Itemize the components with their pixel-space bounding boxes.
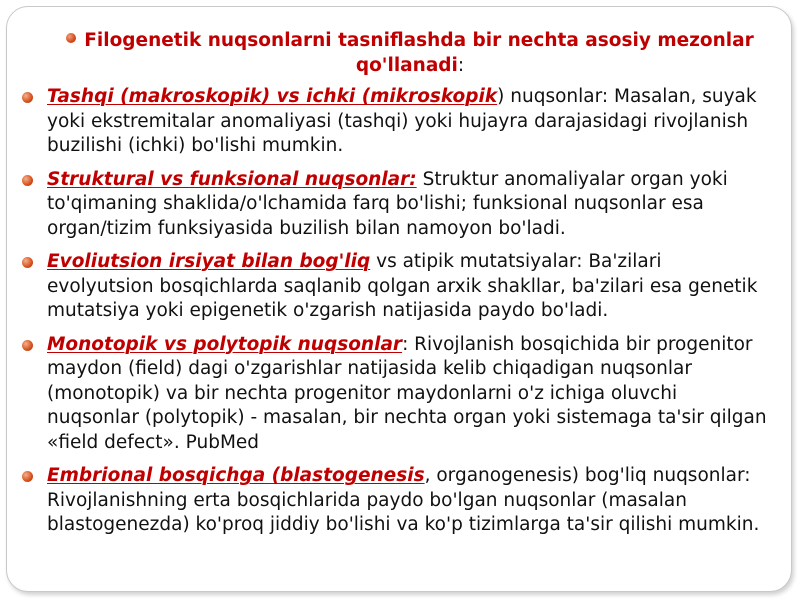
item-text: vs atipik mutatsiyalar: Ba'zilari evolyutsion bosqichlarda saqlanib qolgan arxik shakllar, ba'zilari esa genetik mutatsiya yoki epigenetik o'zgarish natijasida paydo bo'ladi. xyxy=(47,251,758,321)
heading-colon: : xyxy=(457,55,465,76)
item-term: Monotopik vs polytopik nuqsonlar xyxy=(47,333,403,355)
list-item xyxy=(22,168,772,242)
list-item xyxy=(22,85,772,159)
slide-heading xyxy=(60,28,760,78)
item-text: : Rivojlanish bosqichida bir progenitor maydon (field) dagi o'zgarishlar natijasida kelib chiqadigan nuqsonlar (monotopik) va bir nechta progenitor maydonlarni o'z ichiga oluvchi nuqsonlar (polytopik) - masalan, bir nechta organ yoki sistemaga ta'sir qilgan «field defect». PubMed xyxy=(47,333,767,453)
heading-text: Filogenetik nuqsonlarni tasniflashda bir nechta asosiy mezonlar qo'llanadi xyxy=(84,30,754,76)
item-term: Tashqi (makroskopik) vs ichki (mikroskopik xyxy=(47,86,498,107)
item-term: Struktural vs funksional nuqsonlar: xyxy=(47,168,417,190)
heading-bullet-icon xyxy=(66,33,76,43)
criteria-list xyxy=(22,85,772,547)
item-term: Evoliutsion irsiyat bilan bog'liq xyxy=(47,251,371,272)
bullet-icon xyxy=(22,340,33,351)
bullet-icon xyxy=(22,257,33,268)
list-item xyxy=(22,250,772,324)
bullet-icon xyxy=(22,92,33,103)
item-text: ) nuqsonlar: Masalan, suyak yoki ekstremitalar anomaliyasi (tashqi) yoki hujayra darajasidagi rivojlanish buzilishi (ichki) bo'lishi mumkin. xyxy=(47,86,757,156)
list-item xyxy=(22,464,772,538)
bullet-icon xyxy=(22,175,33,186)
item-text: Struktur anomaliyalar organ yoki to'qimaning shaklida/o'lchamida farq bo'lishi; funksional nuqsonlar esa organ/tizim funksiyasida buzilish bilan namoyon bo'ladi. xyxy=(47,168,728,239)
item-term: Embrional bosqichga (blastogenesis xyxy=(47,465,425,486)
bullet-icon xyxy=(22,471,33,482)
item-text: , organogenesis) bog'liq nuqsonlar: Rivojlanishning erta bosqichlarida paydo bo'lgan nuqsonlar (masalan blastogenezda) ko'proq jiddiy bo'lishi va ko'p tizimlarga ta'sir qilishi mumkin. xyxy=(47,465,760,535)
list-item xyxy=(22,333,772,456)
